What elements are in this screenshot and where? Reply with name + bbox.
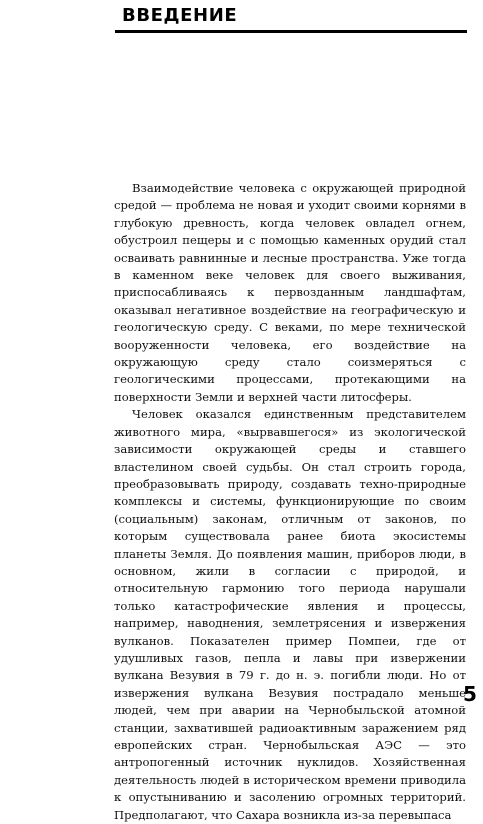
paragraph-1: Взаимодействие человека с окружающей природной средой — проблема не новая и уходит своими корнями в глубокую древность, когда человек овладел огнем, обустроил пещеры и с помощью каменных орудий стал осваивать равнинные и лесные пространства. Уже тогда в каменном веке человек для своего выживания, приспосабливаясь к первозданным ландшафтам, оказывал негативное воздействие на географическую и геологическую среду. С веками, по мере технической вооруженности человека, его воздействие на окружающую среду стало соизмеряться с геологическими процессами, протекающими на поверхности Земли и верхней части литосферы. xyxy=(114,181,466,404)
header-rule xyxy=(115,30,467,33)
section-header xyxy=(115,6,467,40)
paragraph-2: Человек оказался единственным представителем животного мира, «вырвавшегося» из экологической зависимости окружающей среды и ставшего властелином своей судьбы. Он стал строить города, преобразовывать природу, создавать техно-природные комплексы и системы, функционирующие по своим (социальным) законам, отличным от законов, по которым существовала ранее биота экосистемы планеты Земля. До появления машин, приборов люди, в основном, жили в согласии с природой, и относительную гармонию того периода нарушали только катастрофические явления и процессы, например, наводнения, землетрясения и извержения вулканов. Показателен пример Помпеи, где от удушливых газов, пепла и лавы при извержении вулкана Везувия в 79 г. до н. э. погибли люди. Но от извержения вулкана Везувия пострадало меньше людей, чем при аварии на Чернобыльской атомной станции, захватившей радиоактивным заражением ряд европейских стран. Чернобыльская АЭС — это антропогенный источник нуклидов. Хозяйственная деятельность людей в историческом времени приводила к опустыниванию и засолению огромных территорий. Предполагают, что Сахара возникла из-за перевыпаса xyxy=(114,407,466,822)
page-number: 5 xyxy=(463,682,477,706)
body-text xyxy=(114,180,466,824)
section-title: ВВЕДЕНИЕ xyxy=(122,5,238,26)
